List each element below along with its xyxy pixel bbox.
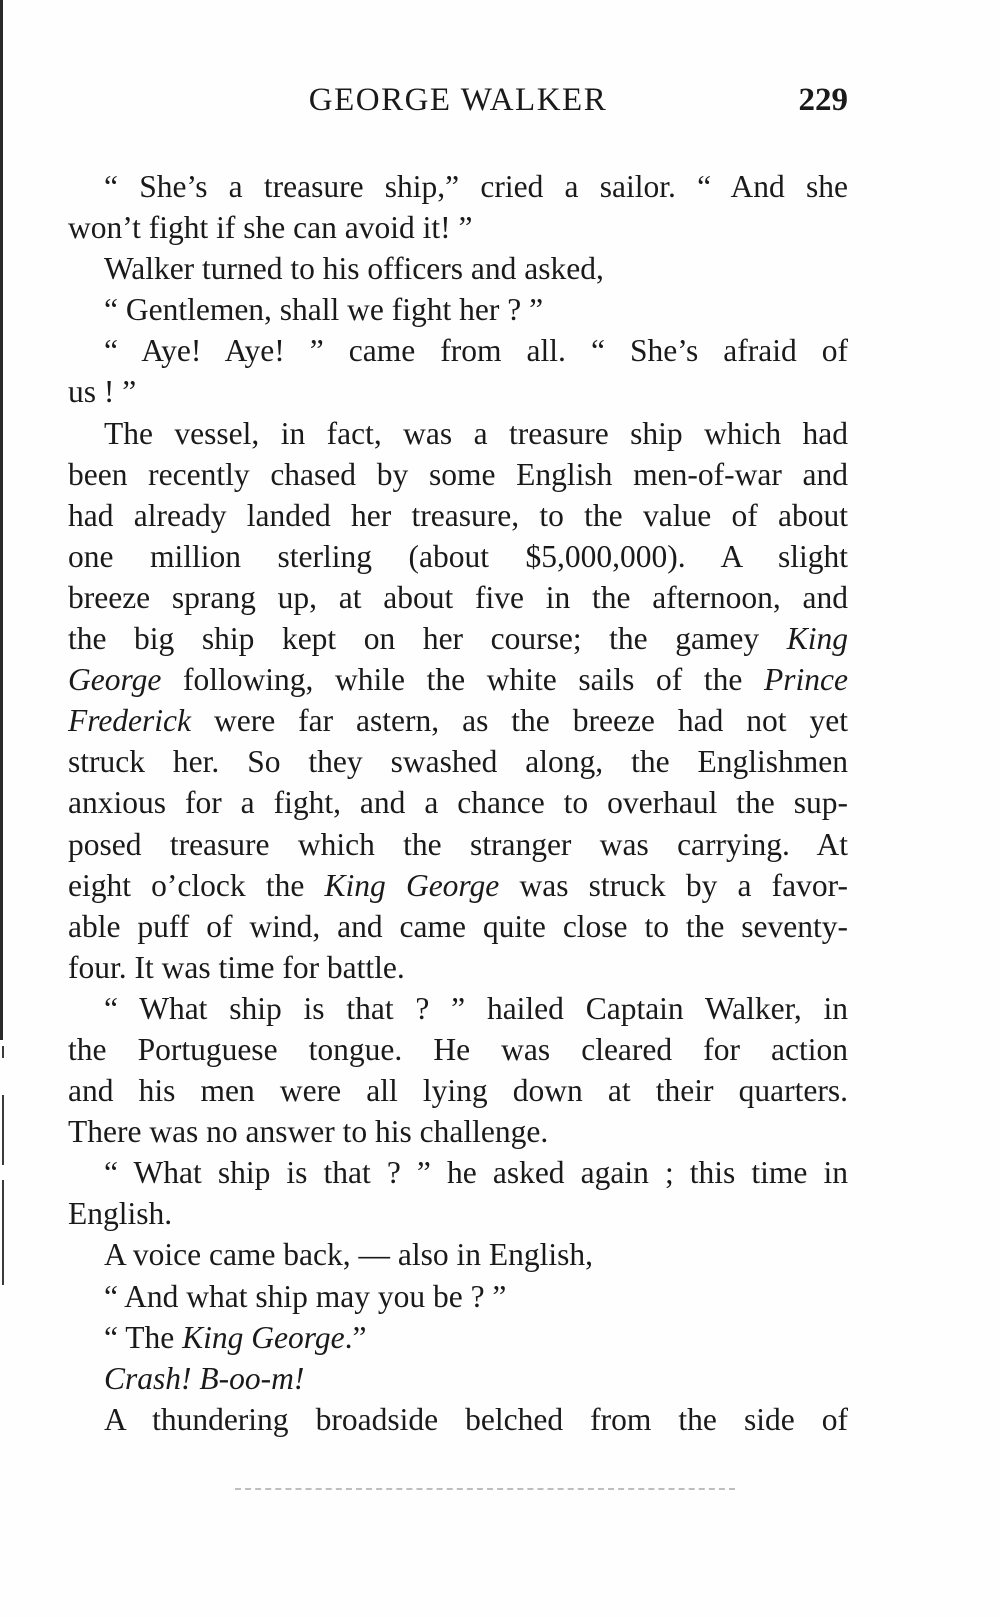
- text-line: had already landed her treasure, to the value of about: [68, 497, 848, 533]
- page-header: [68, 82, 848, 132]
- text-line: The vessel, in fact, was a treasure ship which had: [104, 415, 848, 451]
- text-line: four. It was time for battle.: [68, 949, 405, 985]
- text-line: English.: [68, 1196, 173, 1232]
- running-title: GEORGE WALKER: [308, 82, 608, 118]
- text-line: “ What ship is that ? ” hailed Captain Walker, in: [104, 990, 848, 1026]
- text-line: Walker turned to his officers and asked,: [104, 251, 604, 287]
- page-spine-edge: [0, 0, 3, 1040]
- text-line: “ She’s a treasure ship,” cried a sailor. “ And she: [104, 169, 848, 204]
- page-number: 229: [798, 82, 848, 118]
- text-line: “ And what ship may you be ? ”: [104, 1278, 507, 1314]
- text-line: the Portuguese tongue. He was cleared for action: [68, 1031, 848, 1067]
- text-line: “ Aye! Aye! ” came from all. “ She’s afraid of: [104, 333, 848, 369]
- text-line: able puff of wind, and came quite close to the seventy-: [68, 908, 848, 944]
- spine-fragment: [2, 1095, 4, 1165]
- text-line: George following, while the white sails of the Prince: [68, 662, 848, 698]
- text-line: “ What ship is that ? ” he asked again ; this time in: [104, 1155, 848, 1191]
- text-line: A voice came back, — also in English,: [104, 1237, 594, 1273]
- text-line: and his men were all lying down at their quarters.: [68, 1073, 848, 1109]
- page-body: [68, 166, 848, 1440]
- text-line: Crash! B-oo-m!: [104, 1360, 305, 1396]
- bottom-scan-artifact: [235, 1488, 735, 1490]
- text-line: struck her. So they swashed along, the Englishmen: [68, 744, 848, 780]
- text-line: won’t fight if she can avoid it! ”: [68, 210, 473, 246]
- text-line: one million sterling (about $5,000,000). A slight: [68, 538, 848, 574]
- spine-fragment: [2, 1180, 4, 1285]
- text-line: the big ship kept on her course; the gamey King: [68, 621, 848, 657]
- text-line: been recently chased by some English men-of-war and: [68, 456, 848, 492]
- text-line: “ Gentlemen, shall we fight her ? ”: [104, 292, 544, 328]
- text-line: A thundering broadside belched from the side of: [104, 1401, 848, 1437]
- text-line: “ The King George.”: [104, 1319, 367, 1355]
- text-line: us ! ”: [68, 374, 137, 410]
- text-line: posed treasure which the stranger was carrying. At: [68, 826, 848, 862]
- text-line: Frederick were far astern, as the breeze had not yet: [68, 703, 848, 739]
- text-line: eight o’clock the King George was struck by a favor-: [68, 867, 848, 903]
- text-line: breeze sprang up, at about five in the afternoon, and: [68, 579, 848, 615]
- spine-fragment: [2, 1046, 4, 1058]
- text-line: anxious for a fight, and a chance to overhaul the sup-: [68, 785, 848, 821]
- text-line: There was no answer to his challenge.: [68, 1114, 549, 1150]
